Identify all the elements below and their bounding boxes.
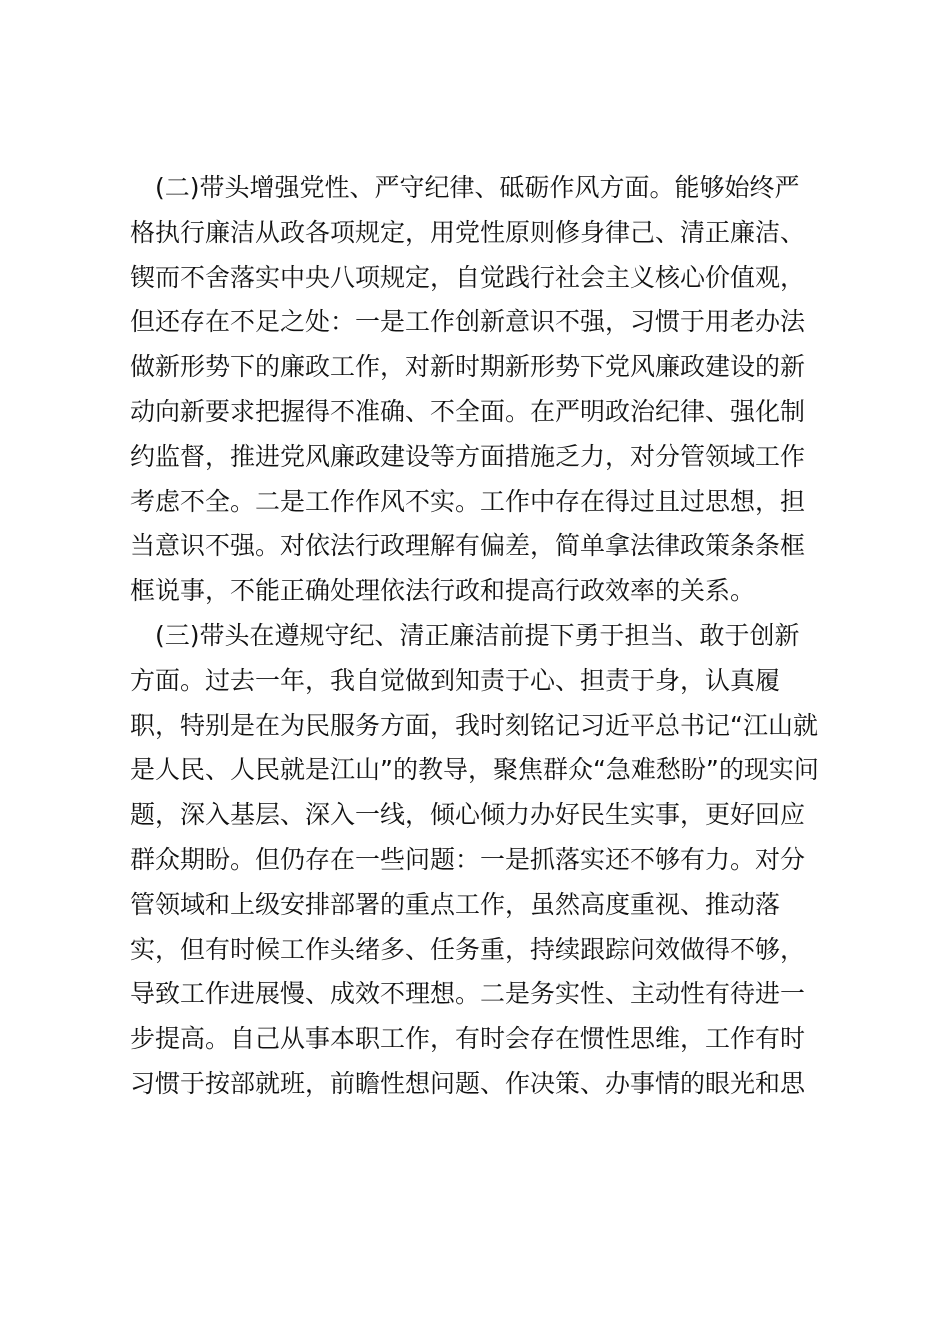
- text-line: 导致工作进展慢、成效不理想。二是务实性、主动性有待进一: [130, 979, 806, 1009]
- text-line: 动向新要求把握得不准确、不全面。在严明政治纪律、强化制: [130, 396, 806, 426]
- text-line: 管领域和上级安排部署的重点工作，虽然高度重视、推动落: [130, 889, 781, 919]
- text-line: 方面。过去一年，我自觉做到知责于心、担责于身，认真履: [130, 665, 781, 695]
- text-line: 当意识不强。对依法行政理解有偏差，简单拿法律政策条条框: [130, 531, 806, 561]
- text-line: 但还存在不足之处：一是工作创新意识不强，习惯于用老办法: [130, 307, 806, 337]
- text-line: 考虑不全。二是工作作风不实。工作中存在得过且过思想，担: [130, 486, 806, 516]
- text-line: 约监督，推进党风廉政建设等方面措施乏力，对分管领域工作: [130, 441, 806, 471]
- document-body: [130, 166, 830, 1107]
- text-line: 习惯于按部就班，前瞻性想问题、作决策、办事情的眼光和思: [130, 1068, 806, 1098]
- paragraph-2: [130, 166, 830, 614]
- text-line: 格执行廉洁从政各项规定，用党性原则修身律己、清正廉洁、: [130, 217, 806, 247]
- paragraph-3: [130, 614, 830, 1107]
- text-line: 是人民、人民就是江山”的教导，聚焦群众“急难愁盼”的现实问: [130, 755, 819, 785]
- text-line: 步提高。自己从事本职工作，有时会存在惯性思维，工作有时: [130, 1024, 806, 1054]
- text-line: 框说事，不能正确处理依法行政和提高行政效率的关系。: [130, 576, 756, 606]
- text-line: (二)带头增强党性、严守纪律、砥砺作风方面。能够始终严: [130, 173, 800, 202]
- text-line: 锲而不舍落实中央八项规定，自觉践行社会主义核心价值观，: [130, 262, 806, 292]
- text-line: 题，深入基层、深入一线，倾心倾力办好民生实事，更好回应: [130, 800, 806, 830]
- text-line: 职，特别是在为民服务方面，我时刻铭记习近平总书记“江山就: [130, 710, 818, 740]
- text-line: 实，但有时候工作头绪多、任务重，持续跟踪问效做得不够，: [130, 934, 806, 964]
- text-line: 做新形势下的廉政工作，对新时期新形势下党风廉政建设的新: [130, 352, 806, 382]
- text-line: (三)带头在遵规守纪、清正廉洁前提下勇于担当、敢于创新: [130, 620, 800, 650]
- text-line: 群众期盼。但仍存在一些问题：一是抓落实还不够有力。对分: [130, 844, 806, 874]
